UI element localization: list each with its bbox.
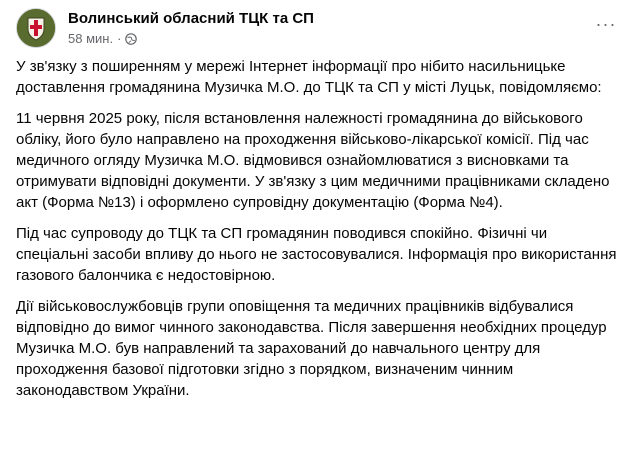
globe-icon: [125, 33, 137, 45]
page-avatar[interactable]: [16, 8, 56, 48]
post-text: [16, 56, 620, 411]
post-time[interactable]: 58 мин.: [68, 31, 114, 46]
tck-emblem-icon: [17, 9, 55, 47]
page-name[interactable]: Волинський обласний ТЦК та СП: [68, 10, 314, 27]
post-meta: [68, 31, 137, 46]
more-options-icon[interactable]: ···: [595, 13, 617, 34]
post-paragraph: Дії військовослужбовців групи оповіщення та медичних працівників відбувалися відповідно до вимог чинного законодавства. Після завершення необхідних процедур Музичка М.О. був направлений та зарахований до навчального центру для проходження базової підготовки згідно з порядком, визначеним чинним законодавством України.: [16, 298, 607, 399]
meta-separator: ·: [117, 31, 122, 46]
post-paragraph: 11 червня 2025 року, після встановлення належності громадянина до військового обліку, його було направлено на проходження військово-лікарської комісії. Під час медичного огляду Музичка М.О. відмовився ознайомлюватися з висновками та отримувати відповідні документи. У зв'язку з цим медичними працівниками складено акт (Форма №13) і оформлено супровідну документацію (Форма №4).: [16, 110, 610, 211]
post-paragraph: У зв'язку з поширенням у мережі Інтернет інформації про нібито насильницьке доставлення громадянина Музичка М.О. до ТЦК та СП у місті Луцьк, повідомляємо:: [16, 58, 602, 96]
post-header: [16, 8, 624, 52]
post-paragraph: Під час супроводу до ТЦК та СП громадянин поводився спокійно. Фізичні чи спеціальні засоби впливу до нього не застосовувалися. Інформація про використання газового балончика є недостовірною.: [16, 225, 617, 284]
